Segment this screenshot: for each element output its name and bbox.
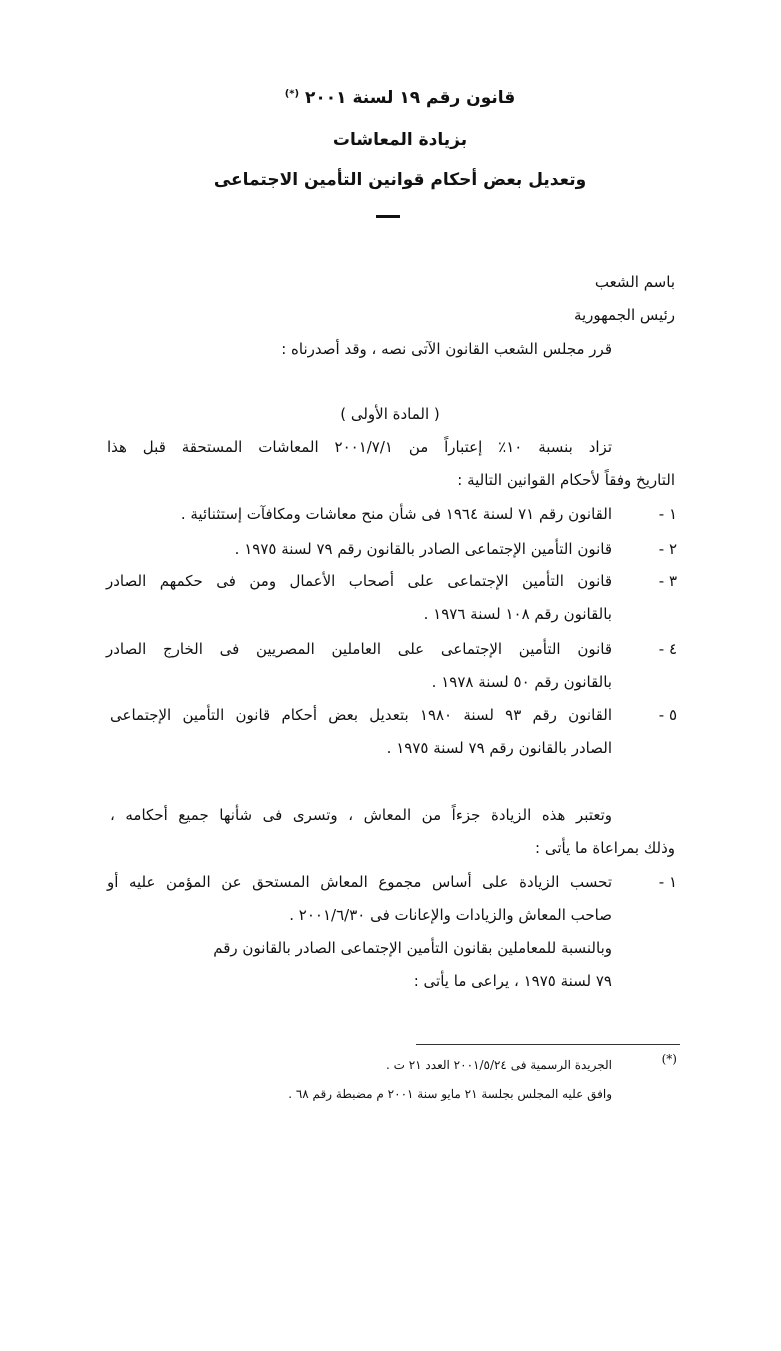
- law-title: [100, 88, 700, 108]
- item-line: القانون رقم ٩٣ لسنة ١٩٨٠ بتعديل بعض أحكام قانون التأمين الإجتماعى: [110, 706, 612, 724]
- law-subtitle-1: بزيادة المعاشات: [332, 130, 468, 150]
- article-intro-line-1: تزاد بنسبة ١٠٪ إعتباراً من ٢٠٠١/٧/١ المعاشات المستحقة قبل هذا: [107, 438, 612, 456]
- subitem-line-2: صاحب المعاش والزيادات والإعانات فى ٢٠٠١/٦/٣٠ .: [289, 906, 612, 924]
- item-line-continued: بالقانون رقم ٥٠ لسنة ١٩٧٨ .: [431, 673, 612, 691]
- preamble-line-2: رئيس الجمهورية: [573, 306, 675, 324]
- footnote-mark: (*): [661, 1052, 677, 1066]
- footnote-rule: [416, 1044, 680, 1045]
- law-subtitle-2: وتعديل بعض أحكام قوانين التأمين الاجتماعى: [213, 170, 587, 190]
- item-line: قانون التأمين الإجتماعى على أصحاب الأعمال ومن فى حكمهم الصادر: [106, 572, 612, 590]
- law-title-text: قانون رقم ١٩ لسنة ٢٠٠١: [305, 88, 516, 108]
- article-intro-line-2: التاريخ وفقاً لأحكام القوانين التالية :: [457, 471, 675, 489]
- item-line: قانون التأمين الإجتماعى الصادر بالقانون رقم ٧٩ لسنة ١٩٧٥ .: [234, 540, 612, 558]
- paragraph-line-2: وذلك بمراعاة ما يأتى :: [535, 839, 675, 857]
- item-number: ٢ -: [658, 540, 677, 558]
- article-heading: ( المادة الأولى ): [340, 405, 440, 423]
- paragraph-line-1: وتعتبر هذه الزيادة جزءاً من المعاش ، وتسرى فى شأنها جميع أحكامه ،: [110, 806, 612, 824]
- footnote-reference: (*): [284, 88, 300, 100]
- item-number: ٤ -: [658, 640, 677, 658]
- title-divider: [376, 215, 400, 218]
- subitem-number: ١ -: [658, 873, 677, 891]
- preamble-line-3: قرر مجلس الشعب القانون الآتى نصه ، وقد أصدرناه :: [281, 340, 612, 358]
- footnote-line-1: الجريدة الرسمية فى ٢٠٠١/٥/٢٤ العدد ٢١ ت .: [385, 1058, 612, 1072]
- item-number: ١ -: [658, 505, 677, 523]
- item-line: قانون التأمين الإجتماعى على العاملين المصريين فى الخارج الصادر: [106, 640, 612, 658]
- item-line: القانون رقم ٧١ لسنة ١٩٦٤ فى شأن منح معاشات ومكافآت إستثنائية .: [180, 505, 612, 523]
- subitem-line-4: ٧٩ لسنة ١٩٧٥ ، يراعى ما يأتى :: [413, 972, 612, 990]
- subitem-line-1: تحسب الزيادة على أساس مجموع المعاش المستحق عن المؤمن عليه أو: [107, 873, 612, 891]
- preamble-line-1: باسم الشعب: [594, 273, 675, 291]
- item-number: ٥ -: [658, 706, 677, 724]
- footnote-line-2: وافق عليه المجلس بجلسة ٢١ مايو سنة ٢٠٠١ م مضبطة رقم ٦٨ .: [288, 1087, 612, 1101]
- item-line-continued: الصادر بالقانون رقم ٧٩ لسنة ١٩٧٥ .: [386, 739, 612, 757]
- subitem-line-3: وبالنسبة للمعاملين بقانون التأمين الإجتماعى الصادر بالقانون رقم: [213, 939, 612, 957]
- item-number: ٣ -: [658, 572, 677, 590]
- item-line-continued: بالقانون رقم ١٠٨ لسنة ١٩٧٦ .: [423, 605, 612, 623]
